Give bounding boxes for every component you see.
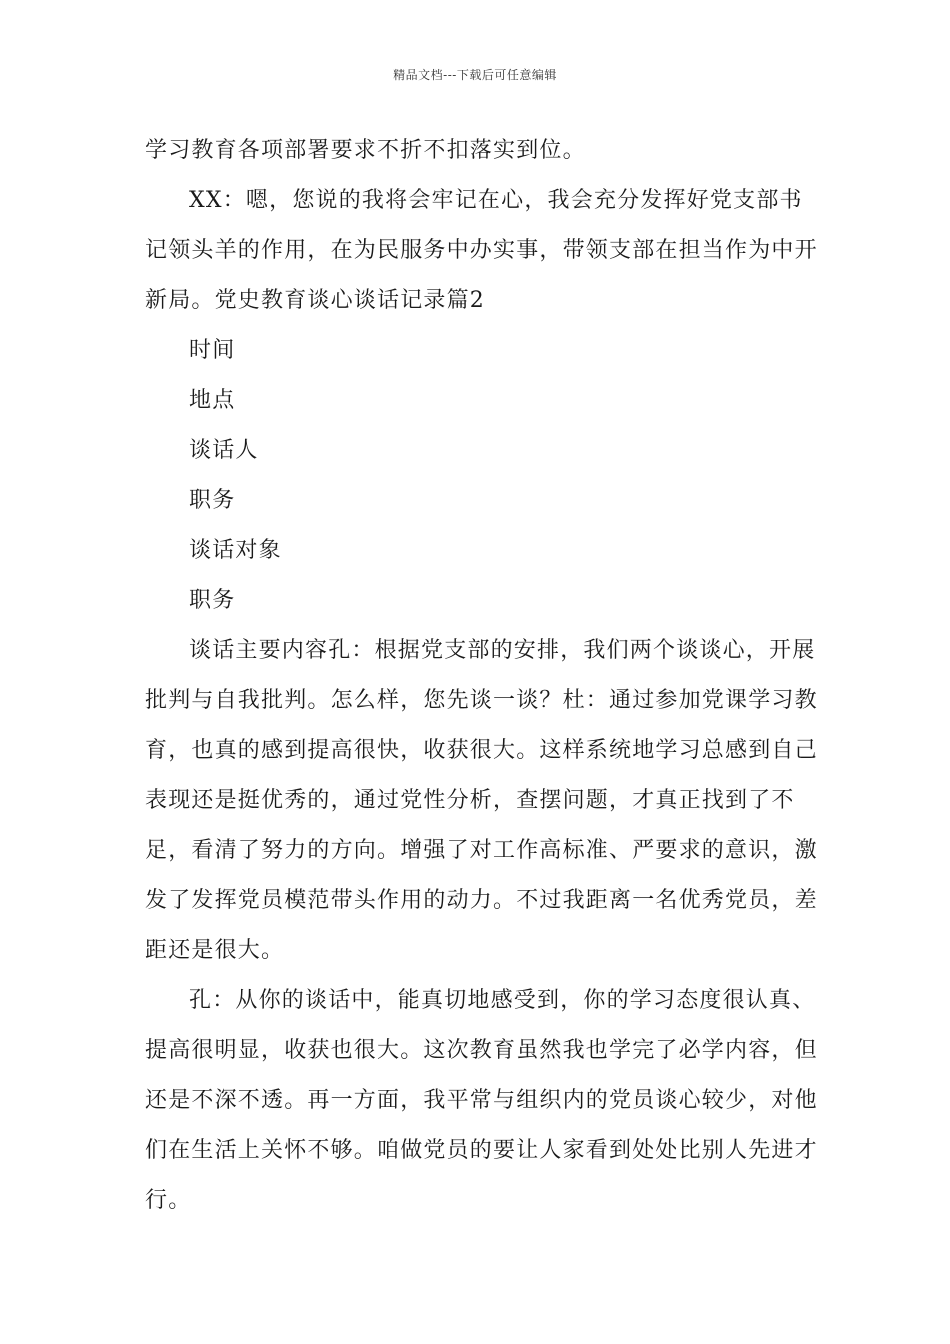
field-label-location: 地点 [189, 388, 236, 413]
paragraph: 谈话主要内容孔：根据党支部的安排，我们两个谈谈心，开展批判与自我批判。怎么样，您先谈一谈？杜：通过参加党课学习教育，也真的感到提高很快，收获很大。这样系统地学习总感到自己表现还是挺优秀的，通过党性分析，查摆问题，才真正找到了不足，看清了努力的方向。增强了对工作高标准、严要求的意识，激发了发挥党员模范带头作用的动力。不过我距离一名优秀党员，差距还是很大。 [145, 638, 818, 963]
page-header: 精品文档---下载后可任意编辑 [393, 68, 557, 82]
paragraph: 孔：从你的谈话中，能真切地感受到，你的学习态度很认真、提高很明显，收获也很大。这次教育虽然我也学完了必学内容，但还是不深不透。再一方面，我平常与组织内的党员谈心较少，对他们在生活上关怀不够。咱做党员的要让人家看到处处比别人先进才行。 [145, 988, 818, 1213]
paragraph: XX：嗯，您说的我将会牢记在心，我会充分发挥好党支部书记领头羊的作用，在为民服务中办实事，带领支部在担当作为中开新局。党史教育谈心谈话记录篇2 [145, 188, 818, 313]
field-label-interviewee: 谈话对象 [189, 538, 282, 563]
paragraph: 学习教育各项部署要求不折不扣落实到位。 [145, 138, 586, 163]
field-label-time: 时间 [189, 338, 236, 363]
field-label-speaker: 谈话人 [189, 438, 259, 463]
field-label-position: 职务 [189, 588, 236, 613]
field-label-position: 职务 [189, 488, 236, 513]
document-body [145, 126, 825, 1226]
